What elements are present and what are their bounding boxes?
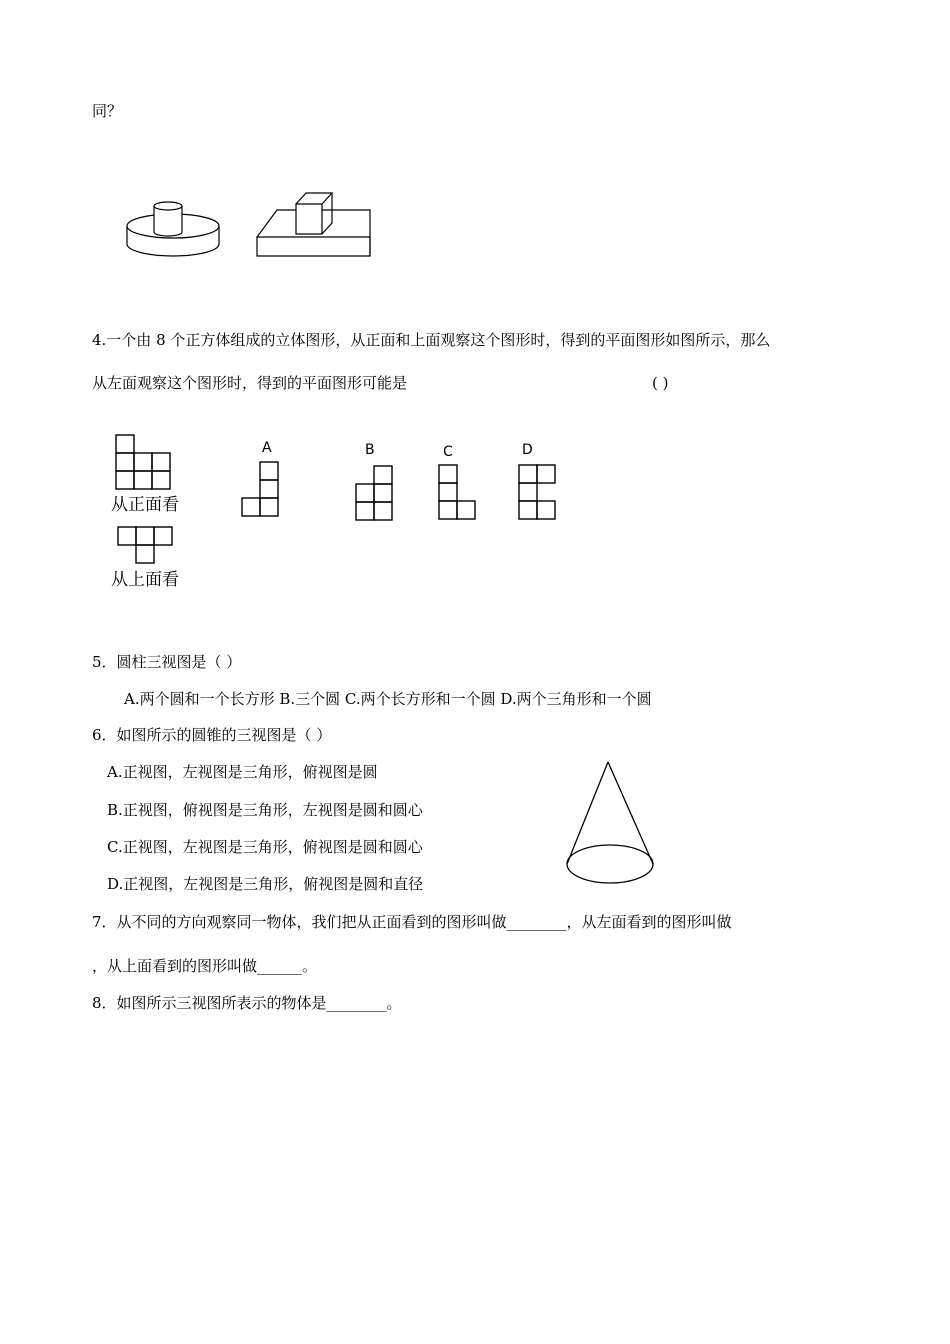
q4-line1: 4.一个由 8 个正方体组成的立体图形，从正面和上面观察这个图形时，得到的平面图形如图所示，那么 <box>92 331 771 349</box>
q4-option-b-label: B <box>365 442 375 458</box>
q6-stem: 6．如图所示的圆锥的三视图是（ ） <box>92 726 332 744</box>
q4-option-a-label: A <box>262 440 272 456</box>
q4-top-view-figure <box>117 526 177 566</box>
q4-top-label: 从上面看 <box>111 570 179 590</box>
q7-line2: ，从上面看到的图形叫做______。 <box>92 957 318 975</box>
q4-front-view-figure <box>115 434 175 494</box>
q4-option-d-figure <box>518 464 560 524</box>
q7-line1: 7．从不同的方向观察同一物体，我们把从正面看到的图形叫做________，从左面看到的图形叫做 <box>92 913 732 931</box>
q4-front-label: 从正面看 <box>111 495 179 515</box>
q6-choice-c: C.正视图，左视图是三角形，俯视图是圆和圆心 <box>107 838 423 856</box>
q4-option-b-figure <box>355 465 395 525</box>
q4-option-a-figure <box>241 461 281 521</box>
q6-cone-figure <box>565 760 661 888</box>
q8-stem: 8．如图所示三视图所表示的物体是________。 <box>92 994 402 1012</box>
q6-choice-d: D.正视图，左视图是三角形，俯视图是圆和直径 <box>107 875 424 893</box>
q3-solids-figure <box>120 190 380 265</box>
q4-option-c-label: C <box>443 444 453 460</box>
q6-choice-a: A.正视图，左视图是三角形，俯视图是圆 <box>107 763 378 781</box>
q4-answer-paren: ( ) <box>652 374 669 392</box>
q5-choices: A.两个圆和一个长方形 B.三个圆 C.两个长方形和一个圆 D.两个三角形和一个圆 <box>124 690 652 708</box>
q4-option-d-label: D <box>522 442 533 458</box>
q4-line2: 从左面观察这个图形时，得到的平面图形可能是 <box>92 374 408 392</box>
q3-continuation: 同？ <box>92 102 123 120</box>
q6-choice-b: B.正视图，俯视图是三角形，左视图是圆和圆心 <box>107 801 423 819</box>
q5-stem: 5．圆柱三视图是（ ） <box>92 653 242 671</box>
q4-option-c-figure <box>438 464 480 524</box>
